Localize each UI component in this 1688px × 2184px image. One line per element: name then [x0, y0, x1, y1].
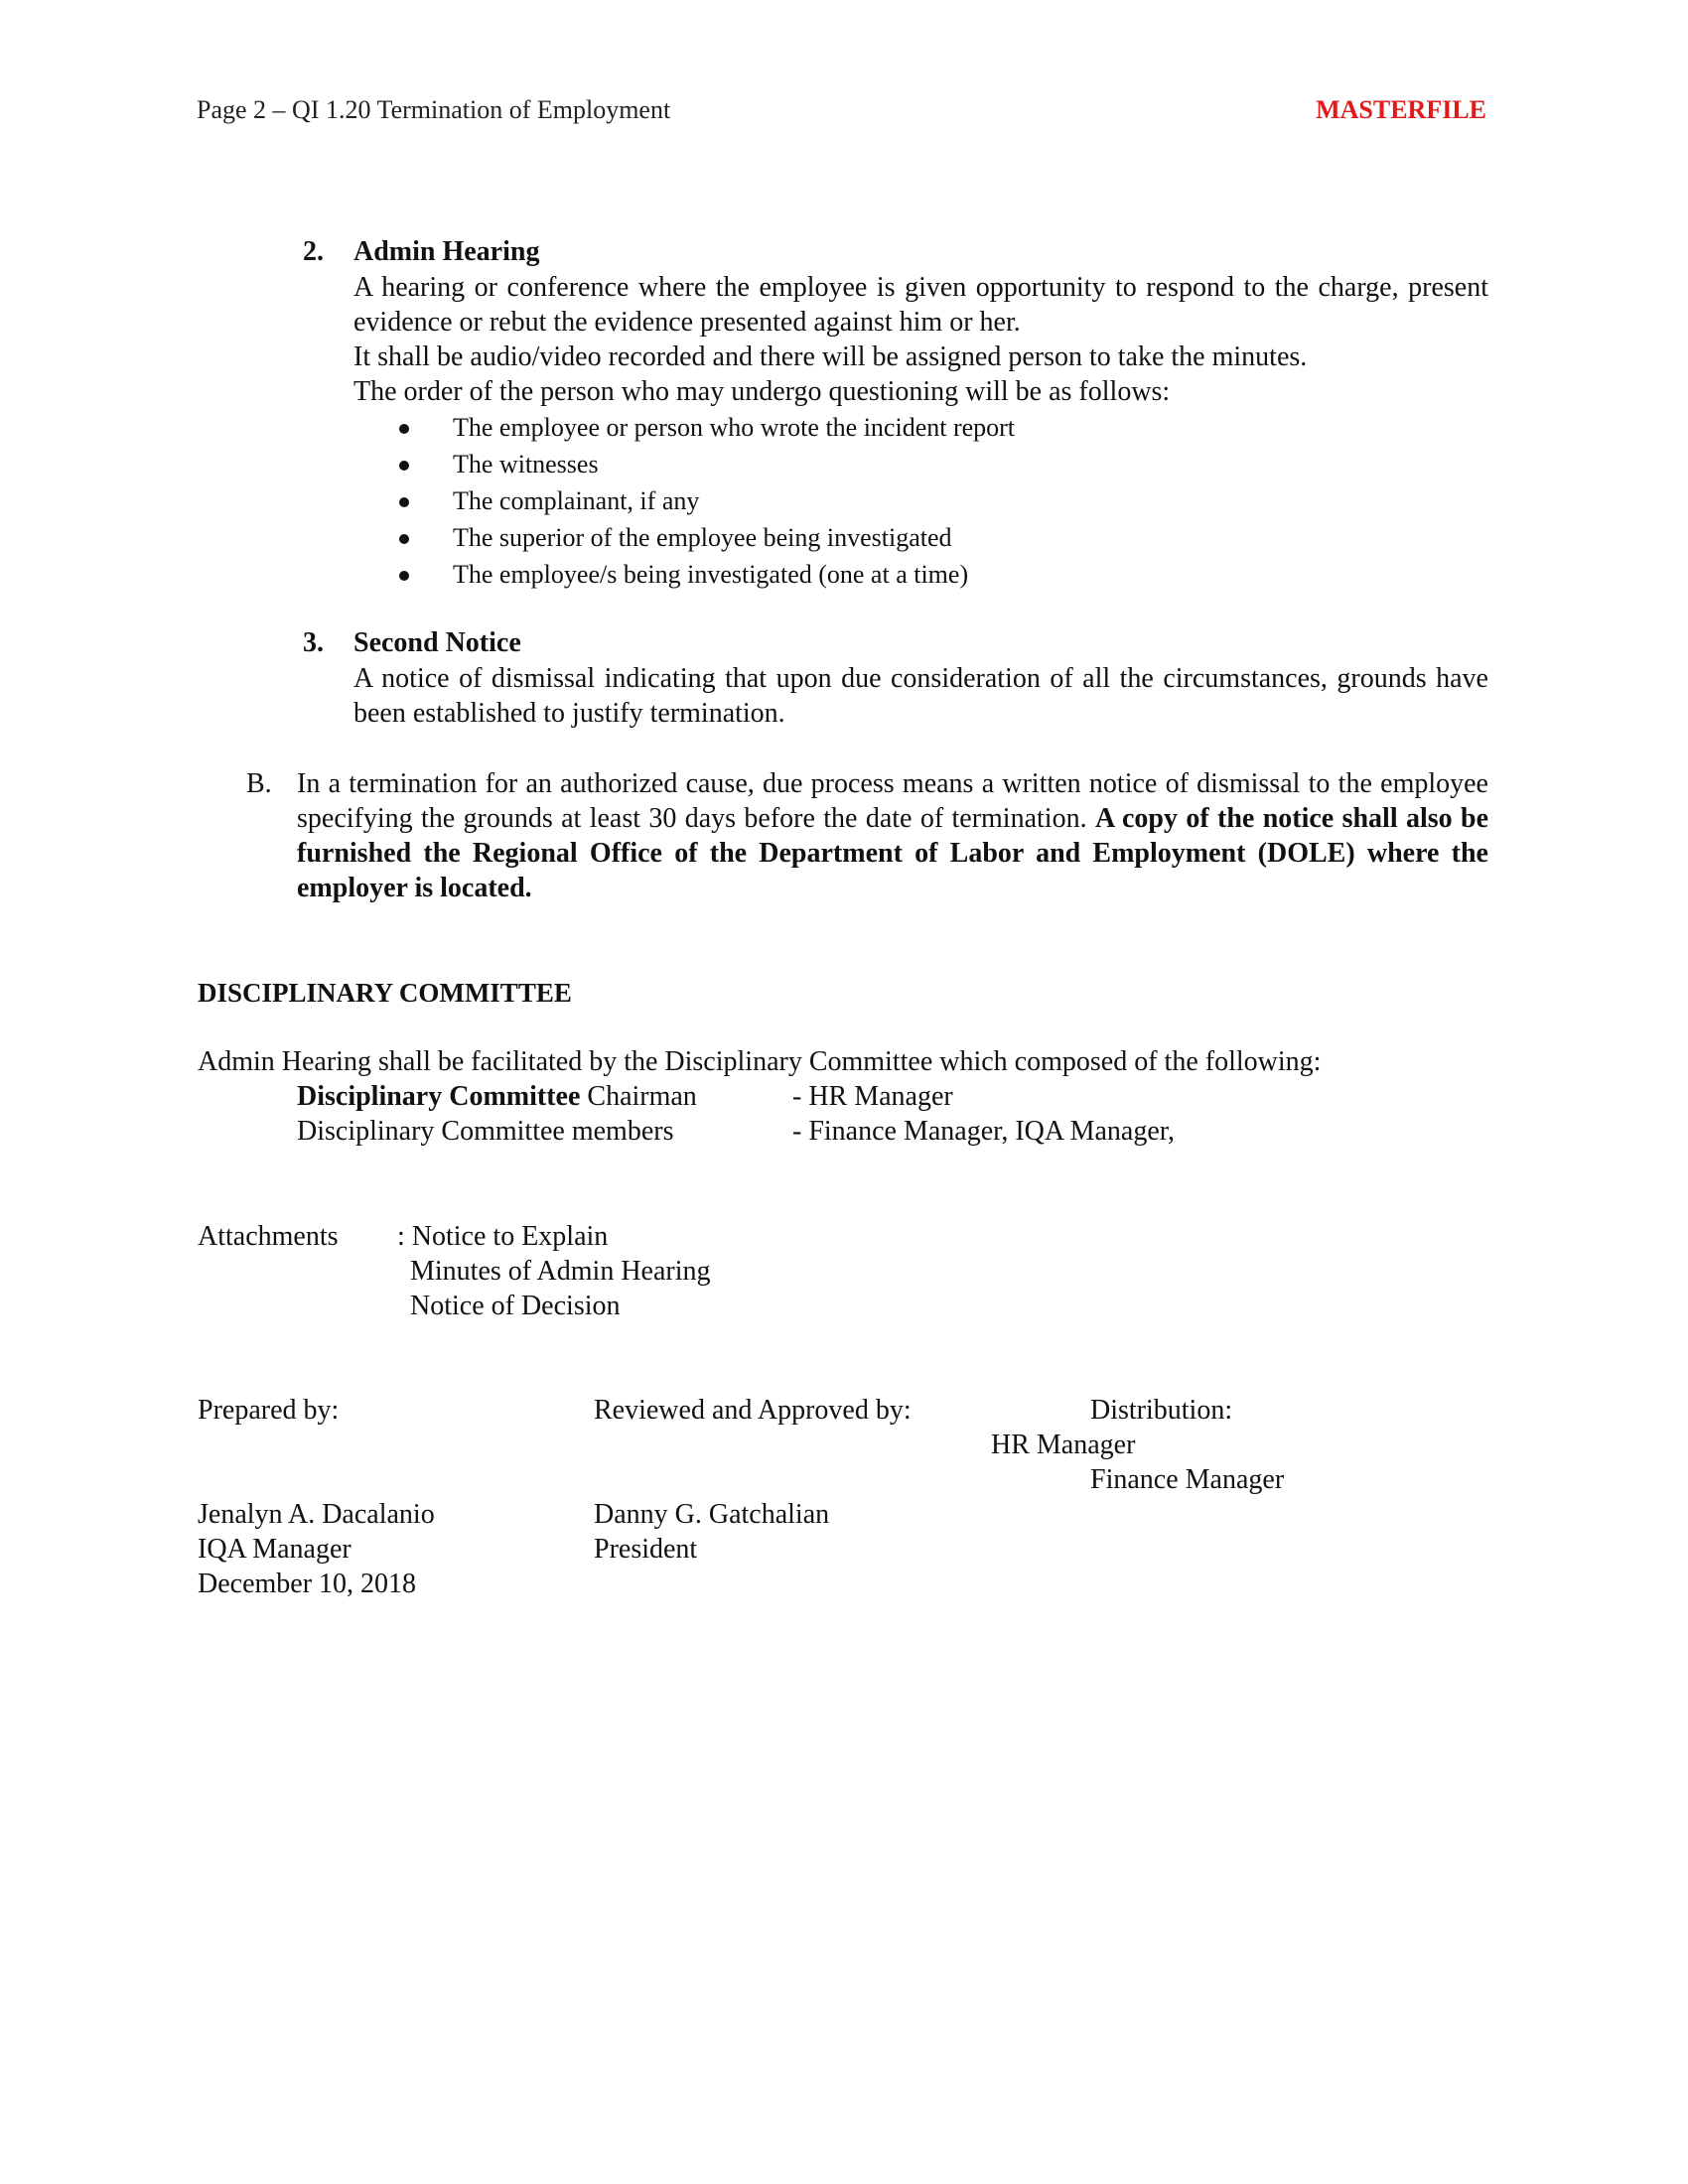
- page-header-label: Page 2 – QI 1.20 Termination of Employment: [197, 95, 671, 124]
- item-3-number: 3.: [303, 627, 324, 658]
- committee-intro: Admin Hearing shall be facilitated by the Disciplinary Committee which composed of the following:: [198, 1046, 1322, 1077]
- bullet-icon: [399, 461, 409, 471]
- distribution-item: HR Manager: [991, 1430, 1136, 1460]
- item-b-text: In a termination for an authorized cause, due process means a written notice of dismissal to the employee specifying the grounds at least 30 days before the date of termination.: [297, 768, 1488, 834]
- distribution-label: Distribution:: [1090, 1395, 1233, 1426]
- item-2-paragraph-1: A hearing or conference where the employee is given opportunity to respond to the charge, present evidence or rebut the evidence presented against him or her.: [353, 272, 1488, 338]
- committee-heading: DISCIPLINARY COMMITTEE: [198, 978, 572, 1008]
- item-2-number: 2.: [303, 236, 324, 267]
- bullet-icon: [399, 571, 409, 581]
- list-item: The employee/s being investigated (one at a time): [399, 556, 1392, 593]
- item-b-paragraph: [297, 766, 1488, 905]
- attachment-item: Notice of Decision: [410, 1291, 621, 1321]
- masterfile-stamp: MASTERFILE: [1316, 95, 1486, 124]
- list-item: The complainant, if any: [399, 482, 1392, 519]
- item-b-letter: B.: [246, 768, 272, 799]
- list-item: The employee or person who wrote the incident report: [399, 409, 1392, 446]
- item-b-bold-text: A copy of the notice shall also be furnished the Regional Office of the Department of Labor and Employment (DOLE) where the employer is located.: [297, 803, 1488, 903]
- preparer-date: December 10, 2018: [198, 1569, 417, 1599]
- attachments-label: Attachments: [198, 1221, 339, 1252]
- preparer-name: Jenalyn A. Dacalanio: [198, 1499, 435, 1530]
- committee-chairman-value: - HR Manager: [792, 1081, 953, 1112]
- reviewed-by-label: Reviewed and Approved by:: [594, 1395, 912, 1426]
- item-3-title: Second Notice: [353, 627, 521, 658]
- item-2-paragraph-3: The order of the person who may undergo questioning will be as follows:: [353, 376, 1171, 407]
- committee-members-label: Disciplinary Committee members: [297, 1116, 674, 1147]
- attachment-item: Minutes of Admin Hearing: [410, 1256, 711, 1287]
- list-item: The superior of the employee being investigated: [399, 519, 1392, 556]
- committee-members-value: - Finance Manager, IQA Manager,: [792, 1116, 1175, 1147]
- item-3-paragraph: A notice of dismissal indicating that upon due consideration of all the circumstances, grounds have been established to justify termination.: [353, 663, 1488, 729]
- distribution-item: Finance Manager: [1090, 1464, 1285, 1495]
- bullet-icon: [399, 424, 409, 434]
- preparer-title: IQA Manager: [198, 1534, 352, 1565]
- bullet-icon: [399, 534, 409, 544]
- item-2-paragraph-2: It shall be audio/video recorded and there will be assigned person to take the minutes.: [353, 341, 1308, 372]
- committee-chairman-label: Disciplinary Committee Chairman: [297, 1081, 697, 1112]
- approver-name: Danny G. Gatchalian: [594, 1499, 830, 1530]
- approver-title: President: [594, 1534, 698, 1565]
- bullet-icon: [399, 497, 409, 507]
- list-item: The witnesses: [399, 446, 1392, 482]
- questioning-order-list: [399, 409, 1392, 593]
- item-2-title: Admin Hearing: [353, 236, 540, 267]
- prepared-by-label: Prepared by:: [198, 1395, 340, 1426]
- attachment-item: : Notice to Explain: [397, 1221, 609, 1252]
